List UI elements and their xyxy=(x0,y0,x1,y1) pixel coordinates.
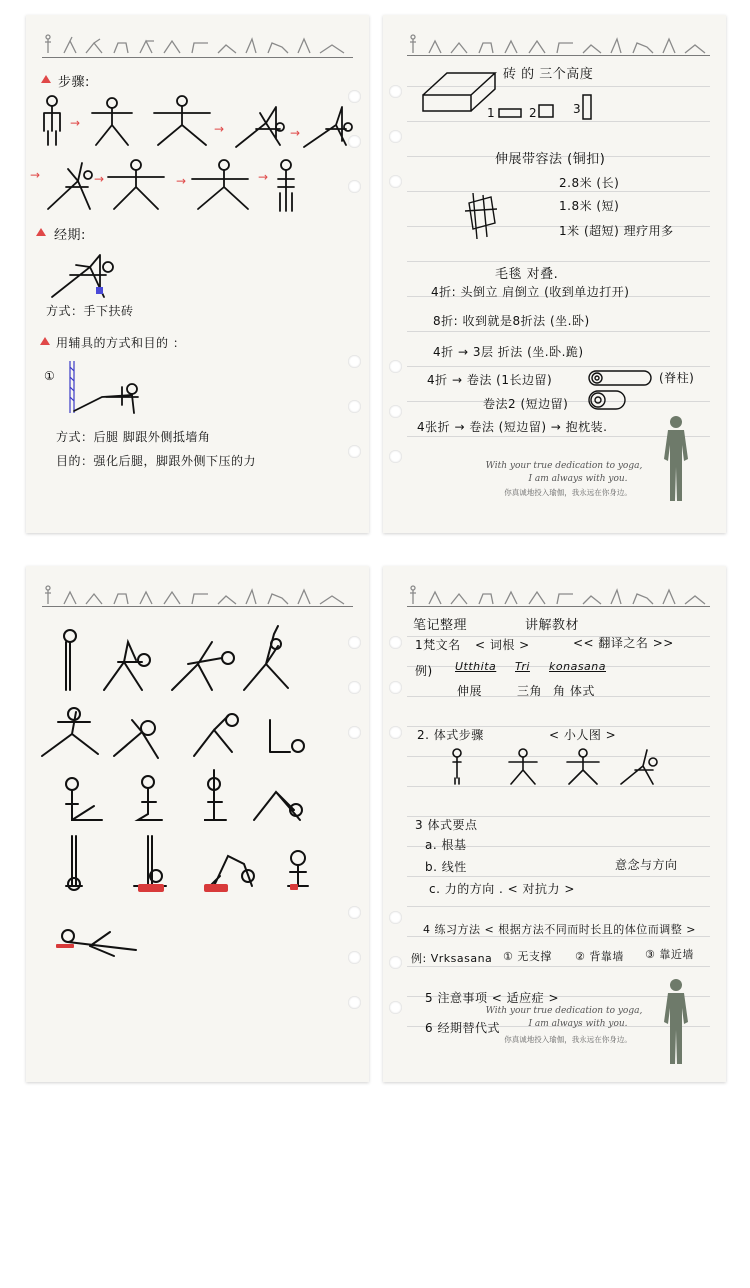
circle-one-marker: ① xyxy=(44,369,56,383)
brick-height-diagrams xyxy=(497,93,597,121)
example-trans-3: 角 体式 xyxy=(553,684,595,698)
section-4-option-3: ③ 靠近墙 xyxy=(645,948,694,961)
strap-length-1: 2.8米 (长) xyxy=(559,176,620,190)
brick-title: 砖 的 三个高度 xyxy=(503,67,594,82)
binder-hole xyxy=(348,681,361,694)
bullet-triangle-icon xyxy=(40,337,50,345)
section-3-b: b. 线性 xyxy=(425,860,467,874)
quote-english-line-2: I am always with you. xyxy=(528,1019,628,1029)
notebook-page-sketches xyxy=(26,566,369,1082)
human-silhouette-icon xyxy=(658,415,694,503)
binder-hole xyxy=(389,405,402,418)
binder-hole xyxy=(348,400,361,413)
header-rule xyxy=(42,57,353,58)
binder-hole xyxy=(389,911,402,924)
rolled-blanket-sketch xyxy=(587,367,659,413)
bullet-triangle-icon xyxy=(36,228,46,236)
notebook-page-props xyxy=(383,15,726,533)
section-3-c: c. 力的方向 . < 对抗力 > xyxy=(429,882,575,896)
ruled-line xyxy=(407,331,710,332)
period-pose-sketch xyxy=(50,251,130,303)
ruled-line xyxy=(407,966,710,967)
example-prefix: 例) xyxy=(415,664,433,678)
binder-hole xyxy=(389,450,402,463)
brick-height-1-label: 1 xyxy=(487,106,496,120)
blanket-title: 毛毯 对叠. xyxy=(495,267,559,282)
ruled-line xyxy=(407,191,710,192)
svg-text:→: → xyxy=(258,170,269,184)
binder-hole xyxy=(389,175,402,188)
pose-sequence-row-1 xyxy=(36,93,356,153)
props-pose-sketch xyxy=(66,357,176,417)
section-4-option-2: ② 背靠墙 xyxy=(575,950,624,963)
yoga-pose-header-icon xyxy=(42,33,352,55)
quote-chinese: 你真诚地投入瑜伽，我永远在你身边。 xyxy=(504,1035,632,1044)
props-label: 用辅具的方式和目的 ： xyxy=(56,336,186,350)
blanket-fold-5: 卷法2 (短边留) xyxy=(483,397,569,411)
header-rule xyxy=(407,55,710,56)
ruled-line xyxy=(407,261,710,262)
section-5-title: 5 注意事项 < 适应症 > xyxy=(425,991,560,1005)
example-trans-2: 三角 xyxy=(517,684,543,698)
binder-hole xyxy=(389,85,402,98)
yoga-pose-header-icon xyxy=(42,584,352,606)
quote-english-line-2: I am always with you. xyxy=(528,474,628,484)
blanket-fold-2: 8折: 收到就是8折法 (坐.卧) xyxy=(433,314,590,328)
section-6-title: 6 经期替代式 xyxy=(425,1021,500,1035)
blanket-fold-4: 4折 → 卷法 (1长边留) xyxy=(427,373,553,387)
row1-translation: << 翻译之名 >> xyxy=(573,636,674,650)
example-trans-1: 伸展 xyxy=(457,684,483,698)
binder-hole xyxy=(348,355,361,368)
ruled-line xyxy=(407,876,710,877)
blanket-fold-6: 4张折 → 卷法 (短边留) → 抱枕装. xyxy=(417,420,608,434)
strap-length-3: 1米 (超短) 理疗用多 xyxy=(559,224,674,238)
row1-sanskrit-name: 1梵文名 xyxy=(415,638,461,652)
binder-hole xyxy=(348,996,361,1009)
binder-hole xyxy=(348,636,361,649)
quote-english-line-1: With your true dedication to yoga, xyxy=(485,461,643,471)
section-4-option-1: ① 无支撑 xyxy=(503,950,552,963)
pose-sketch-grid xyxy=(38,624,328,964)
binder-hole xyxy=(389,360,402,373)
binder-hole xyxy=(348,906,361,919)
svg-text:→: → xyxy=(290,126,301,140)
section-3-b-note: 意念与方向 xyxy=(615,858,678,872)
svg-text:→: → xyxy=(176,174,187,188)
example-word-3: konasana xyxy=(549,660,606,673)
row1-root: < 词根 > xyxy=(475,638,530,652)
section-3-title: 3 体式要点 xyxy=(415,818,478,832)
brick-height-3-label: 3 xyxy=(573,102,582,116)
ruled-line xyxy=(407,121,710,122)
blanket-fold-4-note: (脊柱) xyxy=(659,371,695,385)
notes-title-1: 笔记整理 xyxy=(413,618,468,633)
bullet-triangle-icon xyxy=(41,75,51,83)
binder-hole xyxy=(389,130,402,143)
svg-text:→: → xyxy=(214,122,225,136)
svg-text:→: → xyxy=(70,116,81,130)
section-4-example: 例: Vrksasana xyxy=(411,952,493,965)
svg-text:→: → xyxy=(30,168,41,182)
example-word-2: Tri xyxy=(515,660,530,673)
section-2-title: 2. 体式步骤 xyxy=(417,728,484,742)
ruled-line xyxy=(407,906,710,907)
pose-sequence-row-2 xyxy=(30,157,360,217)
svg-text:→: → xyxy=(94,172,105,186)
binder-hole xyxy=(389,681,402,694)
steps-label: 步骤: xyxy=(58,75,90,90)
binder-hole xyxy=(348,445,361,458)
strap-length-2: 1.8米 (短) xyxy=(559,199,620,213)
strap-buckle-sketch xyxy=(461,191,501,241)
quote-english-line-1: With your true dedication to yoga, xyxy=(485,1006,643,1016)
notes-title-2: 讲解教材 xyxy=(525,618,580,633)
header-rule xyxy=(407,606,710,607)
notebook-page-steps xyxy=(26,15,369,533)
yoga-pose-header-icon xyxy=(407,33,707,55)
blanket-fold-1: 4折: 头倒立 肩倒立 (收到单边打开) xyxy=(431,285,630,299)
header-rule xyxy=(42,606,353,607)
blanket-fold-3: 4折 → 3层 折法 (坐.卧.跪) xyxy=(433,345,584,359)
stick-figure-sequence xyxy=(447,748,667,788)
period-method-text: 方式：手下扶砖 xyxy=(46,304,134,318)
binder-hole xyxy=(348,951,361,964)
quote-chinese: 你真诚地投入瑜伽，我永远在你身边。 xyxy=(504,488,632,497)
period-label: 经期: xyxy=(54,228,86,243)
notebook-page-notes xyxy=(383,566,726,1082)
brick-height-2-label: 2 xyxy=(529,106,538,120)
binder-hole xyxy=(389,726,402,739)
human-silhouette-icon xyxy=(658,978,694,1066)
binder-hole xyxy=(389,956,402,969)
props-purpose-text: 目的：强化后腿，脚跟外侧下压的力 xyxy=(56,454,257,468)
example-word-1: Utthita xyxy=(455,660,497,673)
strap-title: 伸展带容法 (铜扣) xyxy=(495,152,606,167)
binder-hole xyxy=(348,726,361,739)
yoga-pose-header-icon xyxy=(407,584,707,606)
props-method-text: 方式：后腿 脚跟外侧抵墙角 xyxy=(56,430,211,444)
section-2-subtitle: < 小人图 > xyxy=(549,728,617,742)
section-4-title: 4 练习方法 < 根据方法不同而时长且的体位而调整 > xyxy=(423,923,696,936)
ruled-line xyxy=(407,366,710,367)
binder-hole xyxy=(389,1001,402,1014)
section-3-a: a. 根基 xyxy=(425,838,467,852)
binder-hole xyxy=(389,636,402,649)
